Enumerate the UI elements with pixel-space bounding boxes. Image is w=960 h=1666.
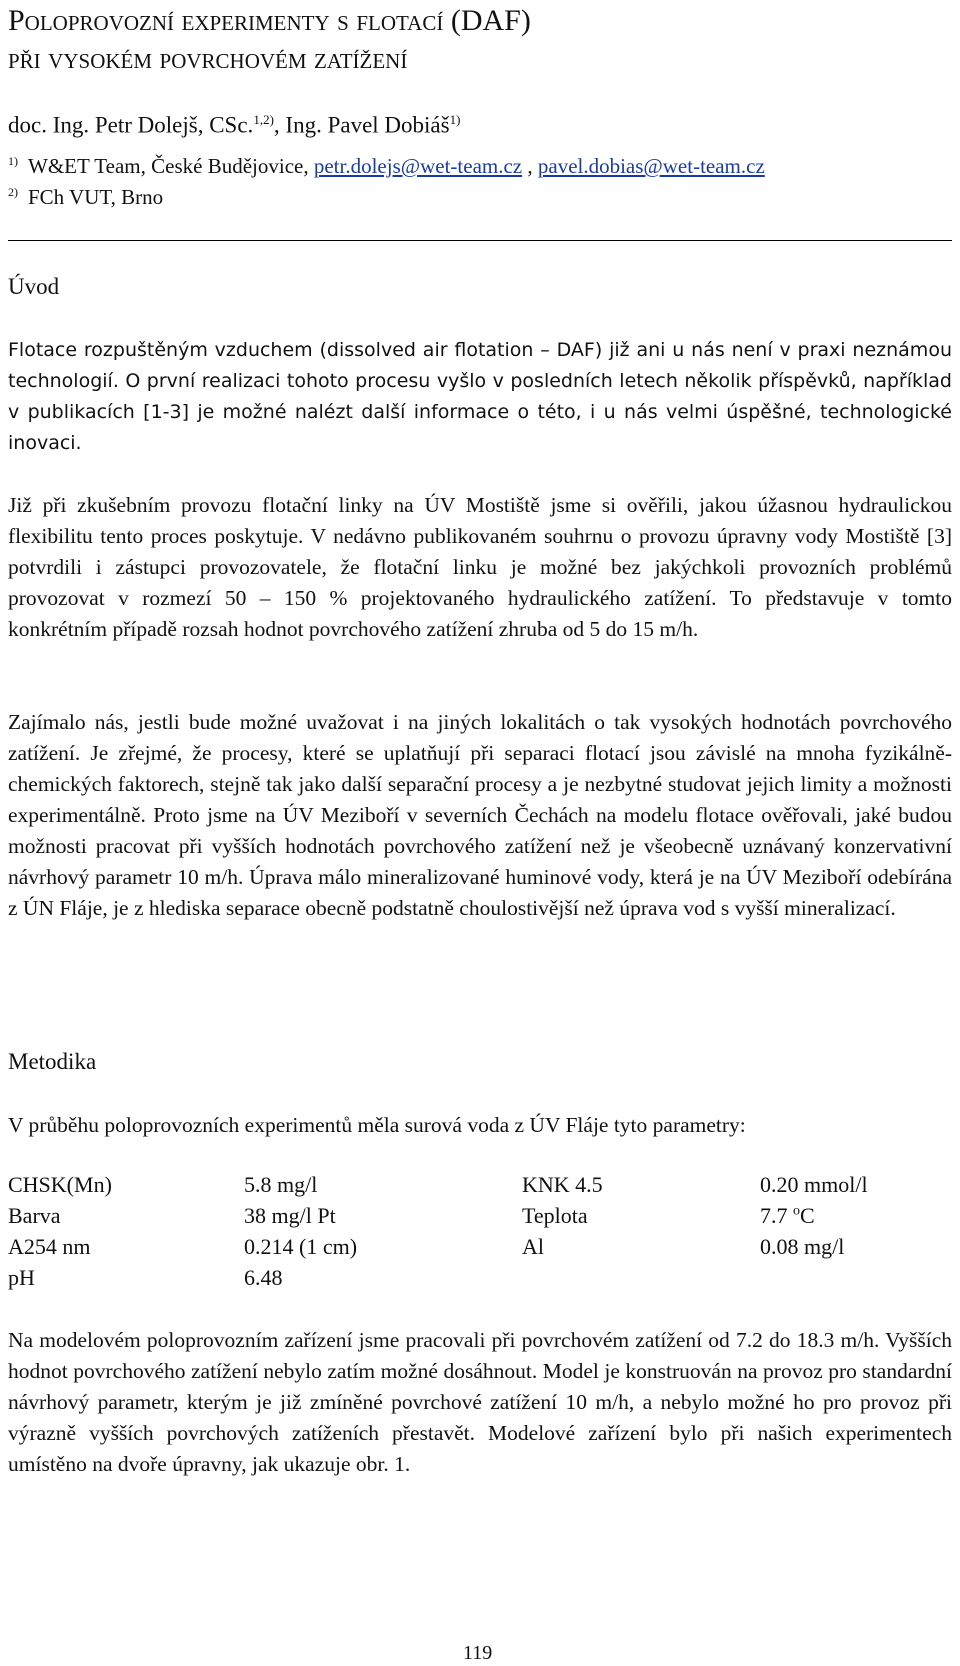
- affiliation-1-text: W&ET Team, České Budějovice,: [28, 154, 314, 178]
- affiliation-1-marker: 1): [8, 154, 18, 168]
- parameter-name: pH: [8, 1265, 35, 1290]
- paragraph-methods-1: V průběhu poloprovozních experimentů měla surová voda z ÚV Fláje tyto parametry:: [8, 1113, 746, 1137]
- parameter-value: 0.214 (1 cm): [244, 1234, 358, 1259]
- title-line-1: Poloprovozní experimenty s flotací (DAF): [8, 4, 531, 37]
- degree-sign: o: [793, 1203, 800, 1219]
- parameter-row: [8, 1234, 952, 1265]
- affiliation-2: [8, 185, 163, 210]
- section-heading-uvod: Úvod: [8, 274, 60, 299]
- author-2-affiliation-marker: 1): [449, 112, 461, 127]
- parameter-value: 6.48: [244, 1265, 283, 1290]
- parameter-value: 0.20 mmol/l: [760, 1172, 868, 1197]
- parameter-value: [760, 1203, 815, 1229]
- section-heading-metodika: Metodika: [8, 1049, 97, 1074]
- email-link-dolejs[interactable]: petr.dolejs@wet-team.cz: [313, 154, 523, 178]
- parameter-name: KNK 4.5: [522, 1172, 603, 1197]
- parameter-value: 5.8 mg/l: [244, 1172, 318, 1197]
- parameter-name: Barva: [8, 1203, 61, 1228]
- parameter-name: Teplota: [522, 1203, 588, 1228]
- email-link-dobias[interactable]: pavel.dobias@wet-team.cz: [537, 154, 765, 178]
- parameter-row: [8, 1172, 952, 1203]
- title-line-2: při vysokém povrchovém zatížení: [8, 42, 408, 75]
- paper-title: [8, 2, 948, 78]
- header-divider: [8, 240, 952, 241]
- author-list: [8, 112, 460, 139]
- author-2: Ing. Pavel Dobiáš: [285, 112, 450, 138]
- email-separator: ,: [522, 154, 538, 178]
- parameter-value: 38 mg/l Pt: [244, 1203, 336, 1228]
- affiliation-1: [8, 154, 765, 179]
- temperature-number: 7.7: [760, 1203, 793, 1228]
- parameter-value: 0.08 mg/l: [760, 1234, 845, 1259]
- parameter-name: Al: [522, 1234, 544, 1259]
- parameter-name: A254 nm: [8, 1234, 91, 1259]
- parameter-name: CHSK(Mn): [8, 1172, 112, 1197]
- paragraph-intro-1: Flotace rozpuštěným vzduchem (dissolved air flotation – DAF) již ani u nás není v praxi neznámou technologií. O první realizaci tohoto procesu vyšlo v posledních letech několik příspěvků, například v publikacích [1-3] je možné nalézt další informace o této, i u nás velmi úspěšné, technologické inovaci.: [8, 339, 952, 454]
- affiliation-2-text: FCh VUT, Brno: [28, 185, 164, 209]
- parameter-row: [8, 1265, 952, 1296]
- parameter-row: [8, 1203, 952, 1234]
- affiliation-2-marker: 2): [8, 185, 18, 199]
- temperature-unit: C: [800, 1203, 815, 1228]
- raw-water-parameters-table: [8, 1172, 952, 1296]
- paragraph-intro-2: Již při zkušebním provozu flotační linky na ÚV Mostiště jsme si ověřili, jakou úžasnou hydraulickou flexibilitu tento proces poskytuje. V nedávno publikovaném souhrnu o provozu úpravny vody Mostiště [3] potvrdili i zástupci provozovatele, že flotační linku je možné bez jakýchkoli provozních problémů provozovat v rozmezí 50 – 150 % projektovaného hydraulického zatížení. To představuje v tomto konkrétním případě rozsah hodnot povrchového zatížení zhruba od 5 do 15 m/h.: [8, 493, 952, 641]
- page-number: 119: [463, 1642, 493, 1664]
- paragraph-intro-3: Zajímalo nás, jestli bude možné uvažovat i na jiných lokalitách o tak vysokých hodnotách povrchového zatížení. Je zřejmé, že procesy, které se uplatňují při separaci flotací jsou závislé na mnoha fyzikálně-chemických faktorech, stejně tak jako další separační procesy a je nezbytné studovat jejich limity a možnosti experimentálně. Proto jsme na ÚV Meziboří v severních Čechách na modelu flotace ověřovali, jaké budou možnosti pracovat při vyšších hodnotách povrchového zatížení než je všeobecně uznávaný konzervativní návrhový parametr 10 m/h. Úprava málo mineralizované huminové vody, která je na ÚV Meziboří odebírána z ÚN Fláje, je z hlediska separace obecně podstatně choulostivější než úprava vod s vyšší mineralizací.: [8, 710, 952, 920]
- author-1: doc. Ing. Petr Dolejš, CSc.: [8, 112, 254, 138]
- author-separator: ,: [273, 112, 286, 138]
- author-1-affiliation-marker: 1,2): [253, 112, 274, 127]
- paragraph-methods-2: Na modelovém poloprovozním zařízení jsme pracovali při povrchovém zatížení od 7.2 do 18.3 m/h. Vyšších hodnot povrchového zatížení nebylo zatím možné dosáhnout. Model je konstruován na provoz pro standardní návrhový parametr, kterým je již zmíněné povrchové zatížení 10 m/h, a nebylo možné ho pro provoz při výrazně vyšších povrchových zatíženích přestavět. Modelové zařízení bylo při našich experimentech umístěno na dvoře úpravny, jak ukazuje obr. 1.: [8, 1328, 952, 1476]
